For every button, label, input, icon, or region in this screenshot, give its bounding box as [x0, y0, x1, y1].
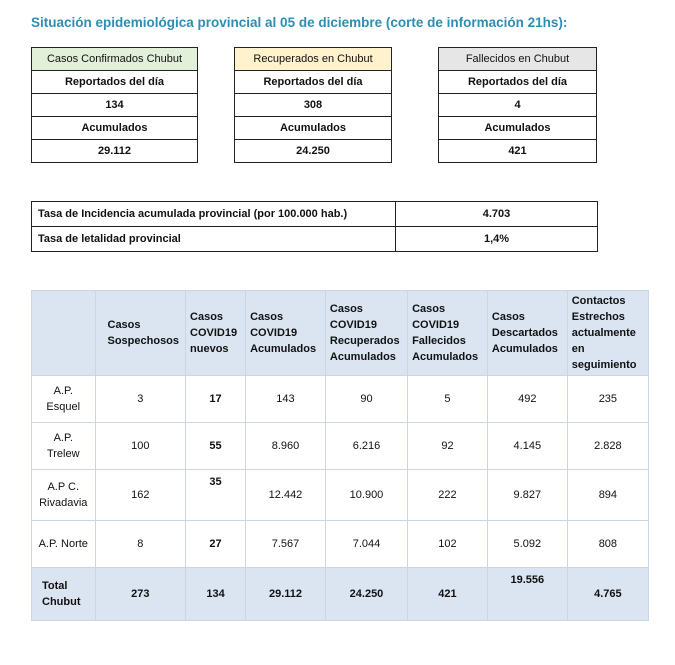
- table-cell: 12.442: [246, 470, 326, 521]
- table-row: [32, 521, 649, 568]
- table-cell: 492: [487, 376, 567, 423]
- confirmed-cumulative-value: 29.112: [32, 140, 198, 163]
- recovered-summary-table: [234, 47, 392, 163]
- deceased-header: Fallecidos en Chubut: [439, 48, 597, 71]
- total-cell: 24.250: [325, 568, 407, 621]
- table-row: [32, 423, 649, 470]
- corner-cell: [32, 291, 96, 376]
- total-cell: 29.112: [246, 568, 326, 621]
- table-cell: 7.044: [325, 521, 407, 568]
- table-cell: 8: [95, 521, 186, 568]
- confirmed-cumulative-label: Acumulados: [32, 117, 198, 140]
- deceased-daily-value: 4: [439, 94, 597, 117]
- table-cell: 90: [325, 376, 407, 423]
- table-cell: 7.567: [246, 521, 326, 568]
- recovered-cumulative-value: 24.250: [235, 140, 392, 163]
- lethality-rate-label: Tasa de letalidad provincial: [32, 227, 396, 252]
- column-header: Casos COVID19 Recuperados Acumulados: [325, 291, 407, 376]
- table-cell: 17: [186, 376, 246, 423]
- deceased-summary-table: [438, 47, 597, 163]
- column-header: Casos COVID19 Acumulados: [246, 291, 326, 376]
- confirmed-daily-label: Reportados del día: [32, 71, 198, 94]
- table-row: [32, 376, 649, 423]
- confirmed-summary-table: [31, 47, 198, 163]
- table-cell: 55: [186, 423, 246, 470]
- recovered-daily-value: 308: [235, 94, 392, 117]
- table-cell: 2.828: [567, 423, 648, 470]
- table-cell: 235: [567, 376, 648, 423]
- table-cell: 6.216: [325, 423, 407, 470]
- recovered-daily-label: Reportados del día: [235, 71, 392, 94]
- deceased-cumulative-value: 421: [439, 140, 597, 163]
- table-cell: 8.960: [246, 423, 326, 470]
- row-label: A.P. Norte: [32, 521, 96, 568]
- incidence-rate-value: 4.703: [396, 202, 598, 227]
- column-header: Contactos Estrechos actualmente en seguimiento: [567, 291, 648, 376]
- column-header: Casos Descartados Acumulados: [487, 291, 567, 376]
- table-cell: 4.145: [487, 423, 567, 470]
- column-header: Casos Sospechosos: [95, 291, 186, 376]
- table-cell: 808: [567, 521, 648, 568]
- recovered-header: Recuperados en Chubut: [235, 48, 392, 71]
- deceased-daily-label: Reportados del día: [439, 71, 597, 94]
- table-cell: 162: [95, 470, 186, 521]
- row-label: A.P. Esquel: [32, 376, 96, 423]
- total-cell: 273: [95, 568, 186, 621]
- table-cell: 894: [567, 470, 648, 521]
- table-header-row: [32, 291, 649, 376]
- table-cell: 9.827: [487, 470, 567, 521]
- confirmed-header: Casos Confirmados Chubut: [32, 48, 198, 71]
- total-label: Total Chubut: [32, 568, 96, 621]
- rates-table: [31, 201, 598, 252]
- total-row: [32, 568, 649, 621]
- table-cell: 102: [408, 521, 488, 568]
- table-cell: 27: [186, 521, 246, 568]
- total-cell: 4.765: [567, 568, 648, 621]
- row-label: A.P. Trelew: [32, 423, 96, 470]
- lethality-rate-value: 1,4%: [396, 227, 598, 252]
- total-cell: 421: [408, 568, 488, 621]
- table-cell: 100: [95, 423, 186, 470]
- table-cell: 10.900: [325, 470, 407, 521]
- page-title: Situación epidemiológica provincial al 05 de diciembre (corte de información 21hs):: [31, 15, 568, 30]
- area-breakdown-table: [31, 290, 649, 621]
- recovered-cumulative-label: Acumulados: [235, 117, 392, 140]
- table-cell: 222: [408, 470, 488, 521]
- table-cell: 143: [246, 376, 326, 423]
- column-header: Casos COVID19 Fallecidos Acumulados: [408, 291, 488, 376]
- total-cell: 134: [186, 568, 246, 621]
- row-label: A.P C. Rivadavia: [32, 470, 96, 521]
- deceased-cumulative-label: Acumulados: [439, 117, 597, 140]
- column-header: Casos COVID19 nuevos: [186, 291, 246, 376]
- incidence-rate-label: Tasa de Incidencia acumulada provincial (por 100.000 hab.): [32, 202, 396, 227]
- table-row: [32, 470, 649, 521]
- table-cell: 92: [408, 423, 488, 470]
- table-cell: 5.092: [487, 521, 567, 568]
- confirmed-daily-value: 134: [32, 94, 198, 117]
- table-cell: 3: [95, 376, 186, 423]
- total-cell: 19.556: [487, 568, 567, 621]
- table-cell: 35: [186, 470, 246, 521]
- table-cell: 5: [408, 376, 488, 423]
